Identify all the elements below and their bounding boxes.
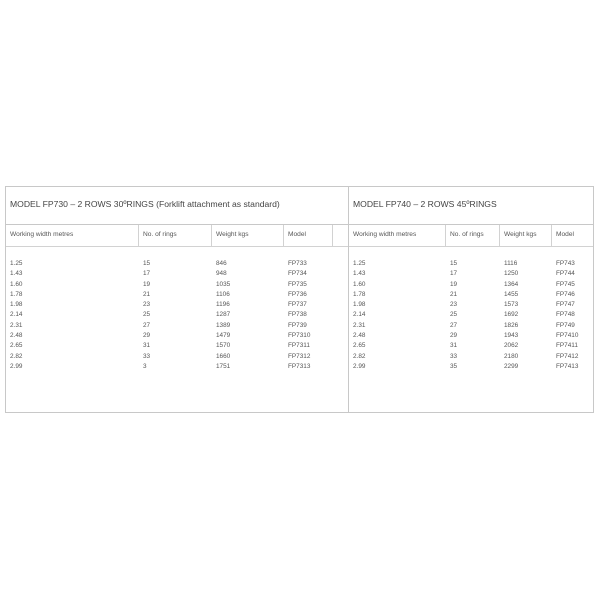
header-working-width: Working width metres [349,225,446,246]
table-cell: 2.48 [10,332,23,340]
table-cell: 1.43 [353,270,366,278]
table-cell: FP7410 [556,332,579,340]
table-cell: FP7413 [556,362,579,370]
header-empty [333,225,348,246]
header-weight: Weight kgs [212,225,284,246]
table-cell: FP747 [556,301,575,309]
table-cell: 19 [143,280,151,288]
table-cell: 1116 [504,260,518,267]
table-cell: FP733 [288,260,307,267]
table-cell: 846 [216,260,227,267]
column-model [284,259,333,372]
table-cell: FP743 [556,260,575,267]
table-cell: 1.25 [10,260,23,267]
table-cell: 2062 [504,342,519,350]
table-title: MODEL FP740 – 2 ROWS 45ºRINGS [349,187,593,225]
table-cell: 1570 [216,342,231,350]
column-working-width [6,259,139,372]
table-cell: 33 [450,352,458,360]
table-cell: 2.82 [10,352,23,360]
table-cell: 1943 [504,332,519,340]
table-cell: 2.31 [10,321,23,329]
table-cell: 1196 [216,301,230,309]
table-cell: FP7313 [288,362,311,370]
table-cell: 1.60 [353,280,366,288]
table-cell: 1389 [216,321,231,329]
table-cell: FP749 [556,321,575,329]
table-cell: FP746 [556,290,575,298]
table-cell: 27 [143,321,151,329]
table-cell: FP734 [288,270,307,278]
table-cell: 1.98 [10,301,23,309]
table-header-row [349,225,593,247]
table-cell: 19 [450,280,458,288]
table-cell: 23 [450,301,458,309]
table-cell: FP7411 [556,342,578,350]
table-cell: FP748 [556,311,575,319]
table-body [349,247,593,372]
header-model: Model [556,231,574,238]
header-no-of-rings: No. of rings [446,225,500,246]
table-body [6,247,348,372]
table-cell: 1479 [216,332,231,340]
table-cell: 33 [143,352,151,360]
table-cell: 2180 [504,352,519,360]
table-cell: FP736 [288,290,307,298]
table-cell: 1364 [504,280,519,288]
table-cell: 1751 [216,362,231,370]
table-cell: 21 [450,290,458,298]
table-cell: 15 [450,260,458,267]
table-cell: FP744 [556,270,575,278]
column-no-of-rings [446,259,500,372]
table-cell: 2.14 [353,311,366,319]
table-cell: 25 [450,311,458,319]
header-no-of-rings: No. of rings [139,225,212,246]
table-cell: 2.65 [10,342,23,350]
table-cell: 1692 [504,311,519,319]
table-cell: 29 [143,332,151,340]
table-cell: FP739 [288,321,307,329]
table-cell: 1250 [504,270,519,278]
column-no-of-rings [139,259,212,372]
table-cell: FP7311 [288,342,310,350]
table-fp730 [6,187,349,412]
table-header-row [6,225,348,247]
table-cell: 1287 [216,311,231,319]
table-cell: 1660 [216,352,231,360]
table-cell: 3 [143,362,147,370]
table-cell: 1106 [216,290,230,298]
table-cell: FP745 [556,280,575,288]
table-cell: 2.31 [353,321,366,329]
header-working-width: Working width metres [6,225,139,246]
table-cell: FP7412 [556,352,579,360]
table-cell: 17 [143,270,151,278]
table-cell: 2.99 [353,362,366,370]
column-model [552,259,593,372]
table-title: MODEL FP730 – 2 ROWS 30ºRINGS (Forklift attachment as standard) [6,187,348,225]
column-working-width [349,259,446,372]
table-cell: 1.78 [353,290,366,298]
table-cell: 2.14 [10,311,23,319]
table-cell: 948 [216,270,227,278]
table-cell: 17 [450,270,458,278]
table-cell: 27 [450,321,458,329]
table-cell: FP7312 [288,352,311,360]
table-cell: 1.43 [10,270,23,278]
spec-tables [5,186,594,413]
table-cell: 21 [143,290,151,298]
table-cell: 35 [450,362,458,370]
table-cell: FP735 [288,280,307,288]
table-cell: 25 [143,311,151,319]
table-cell: 31 [450,342,458,350]
table-cell: FP7310 [288,332,311,340]
table-cell: 1.98 [353,301,366,309]
table-cell: 2.99 [10,362,23,370]
table-cell: 2.65 [353,342,366,350]
table-cell: 1035 [216,280,231,288]
table-cell: 1455 [504,290,519,298]
table-cell: 15 [143,260,151,267]
table-cell: 1.25 [353,260,366,267]
table-cell: 2.82 [353,352,366,360]
table-cell: FP737 [288,301,307,309]
column-weight [212,259,284,372]
header-model: Model [284,225,333,246]
table-cell: 2299 [504,362,519,370]
column-weight [500,259,552,372]
table-cell: 1573 [504,301,519,309]
table-cell: FP738 [288,311,307,319]
table-cell: 29 [450,332,458,340]
table-cell: 31 [143,342,151,350]
table-cell: 1.60 [10,280,23,288]
table-fp740 [349,187,593,412]
table-cell: 23 [143,301,151,309]
header-weight: Weight kgs [500,225,552,246]
table-cell: 1.78 [10,290,23,298]
table-cell: 1826 [504,321,519,329]
table-cell: 2.48 [353,332,366,340]
